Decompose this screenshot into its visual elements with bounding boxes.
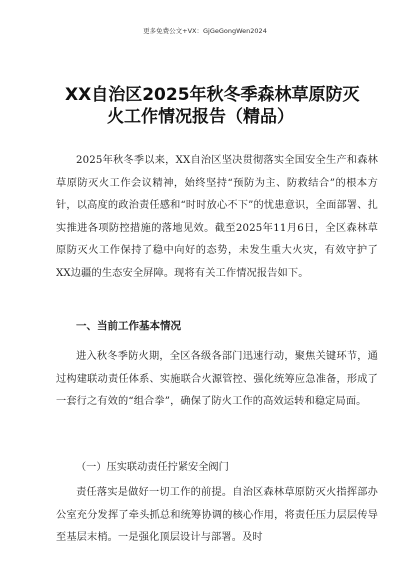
section1-paragraph — [56, 346, 378, 458]
subsection1-text: 责任落实是做好一切工作的前提。自治区森林草原防灭火指挥部办公室充分发挥了牵头抓总和统筹协调的核心作用，将责任压力层层传导至基层末梢。一是强化顶层设计与部署。及时 — [56, 487, 378, 543]
section1-text: 进入秋冬季防火期，全区各级各部门迅速行动，聚焦关键环节，通过构建联动责任体系、实施联合火源管控、强化统筹应急准备，形成了一套行之有效的“组合拳”，确保了防火工作的高效运转和稳定局面。 — [56, 351, 378, 407]
intro-paragraph — [56, 150, 378, 310]
intro-text: 2025年秋冬季以来，XX自治区坚决贯彻落实全国安全生产和森林草原防灭火工作会议精神，始终坚持“预防为主、防救结合”的根本方针，以高度的政治责任感和“时时放心不下”的忧患意识，全面部署、扎实推进各项防控措施的落地见效。截至2025年11月6日，全区森林草原防灭火工作保持了稳中向好的态势，未发生重大火灾，有效守护了XX边疆的生态安全屏障。现将有关工作情况报告如下。 — [56, 155, 378, 279]
subsection1-paragraph — [56, 482, 378, 572]
subsection-heading-1: （一）压实联动责任拧紧安全阀门 — [76, 462, 229, 473]
document-title-line-1: XX自治区2025年秋冬季森林草原防灭 — [65, 85, 360, 105]
document-title-line-2: 火工作情况报告（精品） — [107, 107, 294, 127]
section-heading-1: 一、当前工作基本情况 — [76, 320, 181, 332]
header-note: 更多免费公文+VX：GjGeGongWen2024 — [143, 27, 267, 35]
